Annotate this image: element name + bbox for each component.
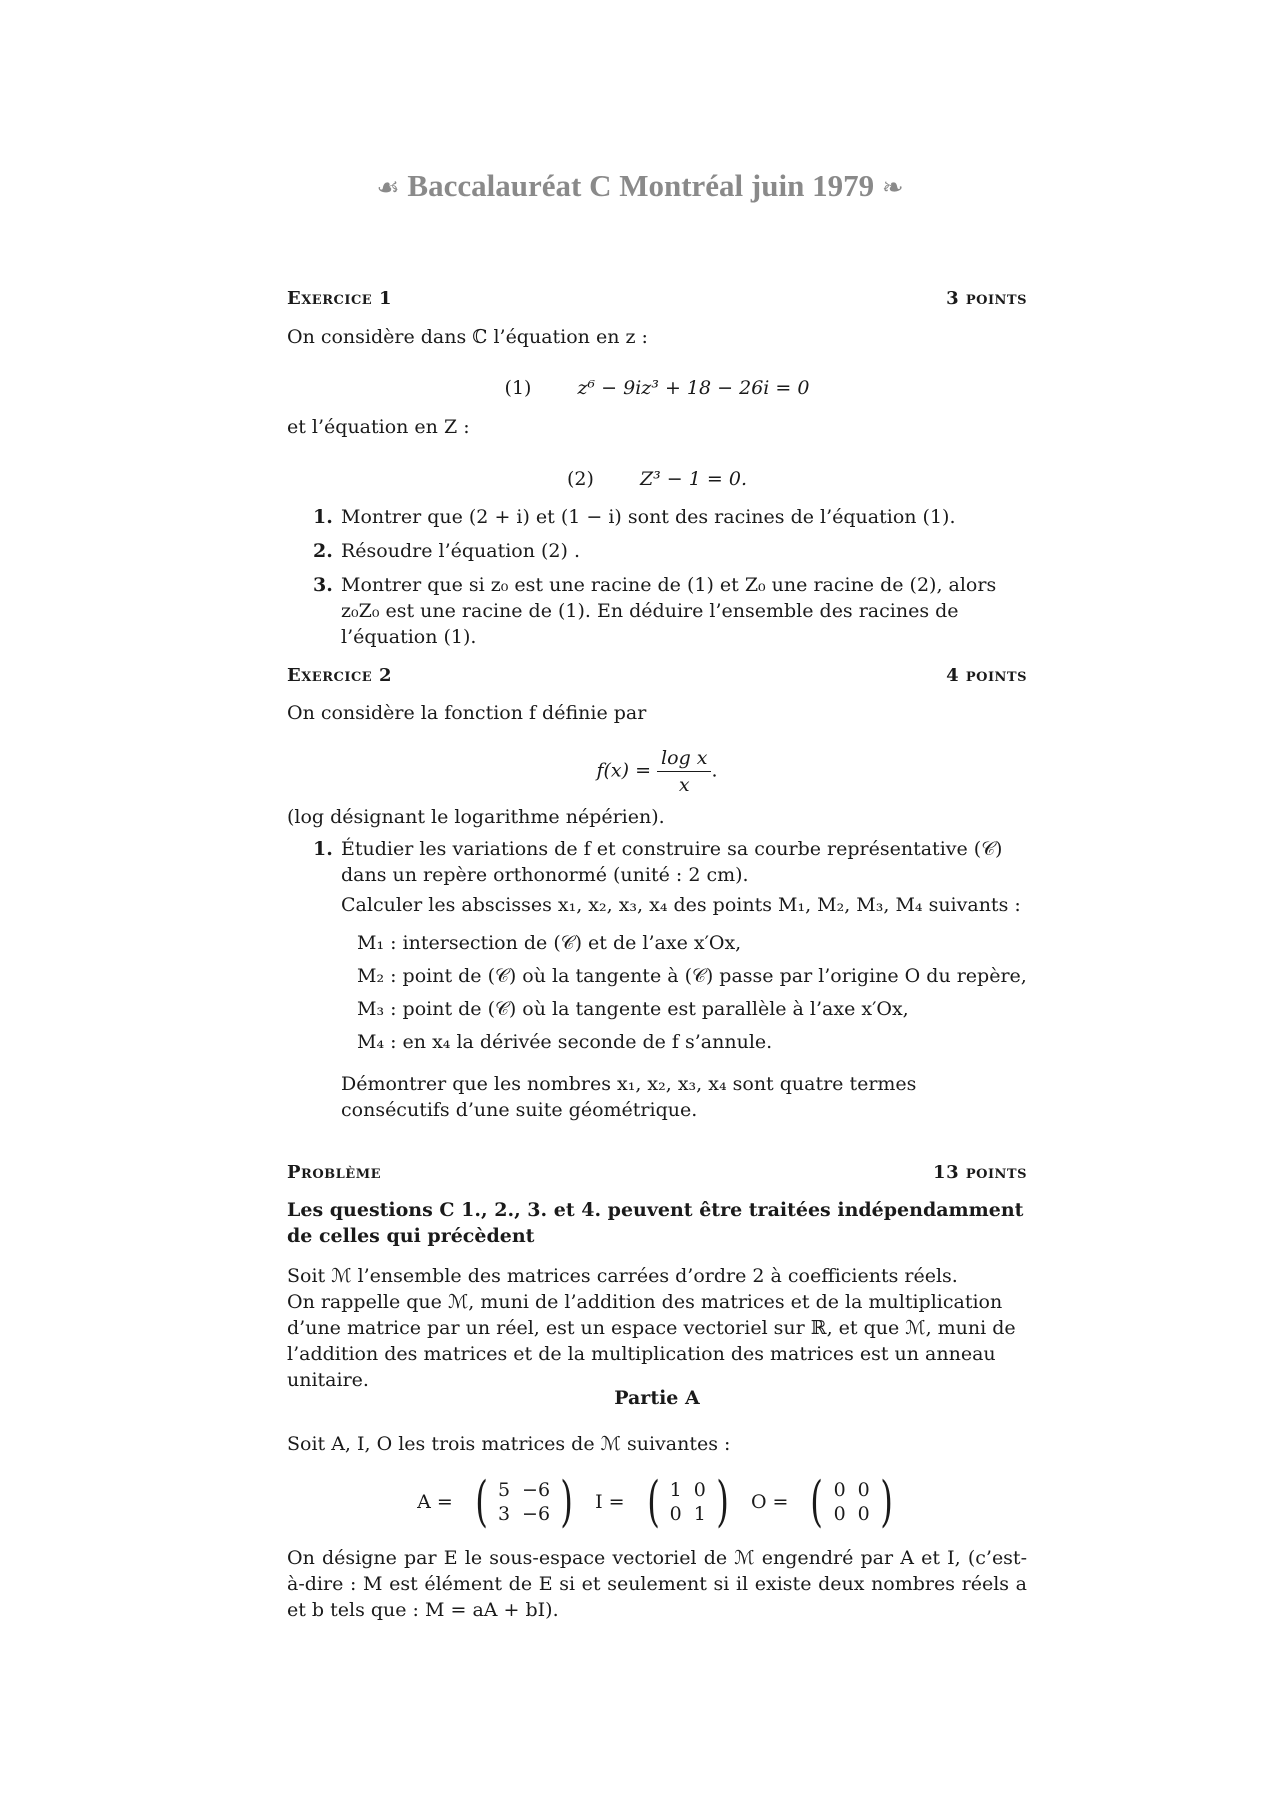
exercise-2-points: 4 points bbox=[946, 665, 1027, 686]
matrix-a: ( 5 −6 3 −6 ) bbox=[475, 1470, 573, 1533]
matrix-cell: 0 bbox=[857, 1503, 870, 1525]
exercise-2-conclusion: Démontrer que les nombres x₁, x₂, x₃, x₄ sont quatre termes consécutifs d’une suite géométrique. bbox=[341, 1073, 917, 1121]
equation-2-number: (2) bbox=[566, 468, 594, 490]
matrix-cell: 5 bbox=[497, 1479, 511, 1501]
exercise-1-label: Exercice 1 bbox=[287, 288, 392, 309]
equation-2-body: Z³ − 1 = 0. bbox=[639, 468, 747, 490]
matrix-cell: 0 bbox=[833, 1503, 846, 1525]
problem-points: 13 points bbox=[933, 1162, 1027, 1183]
exercise-2-questions bbox=[287, 836, 1027, 888]
exercise-2-question-1 bbox=[287, 836, 1027, 1123]
function-fraction bbox=[657, 745, 711, 798]
point-m4: M₄ : en x₄ la dérivée seconde de f s’annule. bbox=[357, 1031, 773, 1053]
matrix-cell: 0 bbox=[693, 1479, 706, 1501]
point-m3: M₃ : point de (𝒞) où la tangente est parallèle à l’axe x′Ox, bbox=[357, 998, 909, 1020]
function-definition bbox=[287, 745, 1027, 798]
problem-label: Problème bbox=[287, 1162, 381, 1183]
matrix-cell: 0 bbox=[857, 1479, 870, 1501]
problem-paragraph-4: On désigne par E le sous-espace vectoriel de ℳ engendré par A et I, (c’est-à-dire : M est élément de E si et seulement si il existe deux nombres réels a et b tels que : M = aA + bI). bbox=[287, 1547, 1027, 1621]
matrix-cell: 1 bbox=[693, 1503, 706, 1525]
abscissa-prompt: Calculer les abscisses x₁, x₂, x₃, x₄ des points M₁, M₂, M₃, M₄ suivants : bbox=[341, 894, 1021, 916]
equation-1-body: z⁶ − 9iz³ + 18 − 26i = 0 bbox=[577, 377, 810, 399]
matrix-o-label: O = bbox=[750, 1491, 789, 1513]
fraction-numerator: log x bbox=[657, 745, 711, 772]
exercise-2-label: Exercice 2 bbox=[287, 665, 392, 686]
list-item: 3. Montrer que si z₀ est une racine de (1) et Z₀ une racine de (2), alors z₀Z₀ est une racine de (1). En déduire l’ensemble des racines de l’équation (1). bbox=[313, 574, 997, 648]
exercise-2-note: (log désignant le logarithme népérien). bbox=[287, 806, 665, 828]
exercise-1-header bbox=[287, 286, 1027, 312]
exercise-1-questions bbox=[287, 504, 1027, 650]
part-a-title: Partie A bbox=[614, 1387, 700, 1409]
problem-paragraph-2: On rappelle que ℳ, muni de l’addition des matrices et de la multiplication d’une matrice par un réel, est un espace vectoriel sur ℝ, et que ℳ, muni de l’addition des matrices et de la multiplication des matrices est un anneau unitaire. bbox=[287, 1291, 1016, 1391]
point-m2: M₂ : point de (𝒞) où la tangente à (𝒞) passe par l’origine O du repère, bbox=[357, 965, 1027, 987]
fraction-denominator: x bbox=[678, 774, 690, 796]
problem-header bbox=[287, 1160, 1027, 1186]
problem-paragraph-1: Soit ℳ l’ensemble des matrices carrées d’ordre 2 à coefficients réels. bbox=[287, 1265, 958, 1287]
ornament-left-icon: ☙ bbox=[376, 173, 400, 202]
list-item: 2. Résoudre l’équation (2) . bbox=[313, 540, 581, 562]
page-title bbox=[0, 168, 1280, 204]
equation-1-number: (1) bbox=[504, 377, 532, 399]
function-end: . bbox=[711, 759, 718, 782]
matrix-i: ( 1 0 0 1 ) bbox=[646, 1470, 729, 1533]
matrix-cell: 1 bbox=[669, 1479, 682, 1501]
equation-2 bbox=[287, 466, 1027, 492]
function-lhs: f(x) = bbox=[596, 759, 651, 782]
exercise-1-points: 3 points bbox=[946, 288, 1027, 309]
list-item: 1. Montrer que (2 + i) et (1 − i) sont des racines de l’équation (1). bbox=[313, 506, 956, 528]
matrix-cell: 0 bbox=[669, 1503, 682, 1525]
exercise-2-header bbox=[287, 663, 1027, 689]
problem-bold-note: Les questions C 1., 2., 3. et 4. peuvent être traitées indépendamment de celles qui précèdent bbox=[287, 1199, 1024, 1247]
matrix-cell: −6 bbox=[522, 1479, 551, 1501]
matrix-a-label: A = bbox=[417, 1491, 453, 1513]
problem-paragraph-3: Soit A, I, O les trois matrices de ℳ suivantes : bbox=[287, 1433, 731, 1455]
matrix-i-label: I = bbox=[595, 1491, 625, 1513]
matrix-cell: 0 bbox=[833, 1479, 846, 1501]
matrix-cell: 3 bbox=[497, 1503, 511, 1525]
exercise-1-intro: On considère dans ℂ l’équation en z : bbox=[287, 326, 648, 348]
exercise-2-intro: On considère la fonction f définie par bbox=[287, 702, 647, 724]
exercise-1-mid: et l’équation en Z : bbox=[287, 416, 470, 438]
list-item: 1. Étudier les variations de f et construire sa courbe représentative (𝒞) dans un repère orthonormé (unité : 2 cm). bbox=[313, 838, 1003, 886]
matrices-row bbox=[287, 1470, 1027, 1533]
matrix-cell: −6 bbox=[522, 1503, 551, 1525]
page-title-text: Baccalauréat C Montréal juin 1979 bbox=[407, 168, 875, 203]
equation-1 bbox=[287, 375, 1027, 401]
ornament-right-icon: ❧ bbox=[881, 173, 904, 202]
matrix-o: ( 0 0 0 0 ) bbox=[810, 1470, 893, 1533]
point-m1: M₁ : intersection de (𝒞) et de l’axe x′Ox, bbox=[357, 932, 742, 954]
